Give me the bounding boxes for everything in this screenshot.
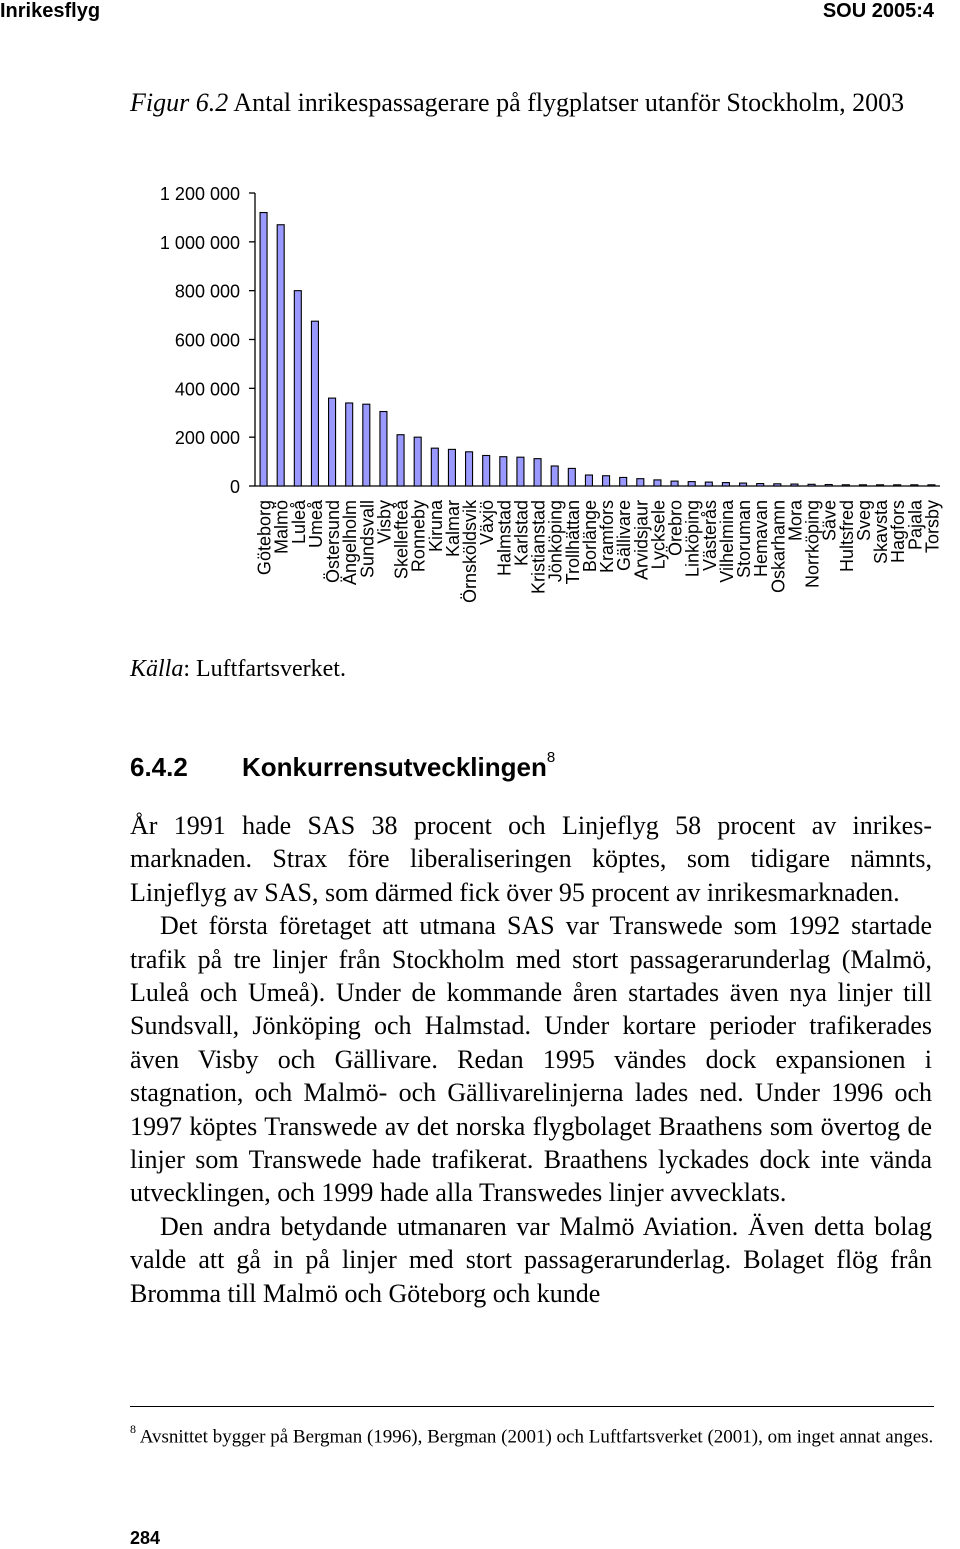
x-tick-label: Växjö bbox=[477, 500, 498, 546]
x-tick-label: Kristianstad bbox=[528, 500, 549, 595]
x-tick-label: Göteborg bbox=[254, 500, 275, 576]
bar bbox=[808, 484, 815, 486]
x-axis-labels bbox=[255, 499, 943, 603]
bar bbox=[688, 482, 695, 486]
bar bbox=[329, 398, 336, 486]
bar bbox=[363, 404, 370, 486]
bar bbox=[551, 466, 558, 486]
bar bbox=[654, 480, 661, 486]
x-tick-label: Trollhättan bbox=[562, 500, 583, 585]
paragraph: År 1991 hade SAS 38 procent och Linjeflyg 58 procent av inrikesmarknaden. Strax före liberaliseringen köptes, som tidigare nämnts, Linjeflyg av SAS, som därmed fick över 95 procent av inrikesmarknaden. bbox=[130, 811, 932, 907]
bar bbox=[774, 484, 781, 486]
paragraph: Den andra betydande utmanaren var Malmö Aviation. Även detta bolag valde att gå in på linjer med stort passagerarunderlag. Bolaget flög från Bromma till Malmö och Göteborg och kunde bbox=[130, 1211, 932, 1308]
bar bbox=[414, 437, 421, 486]
x-tick-label: Västerås bbox=[699, 500, 720, 572]
x-tick-label: Hemavan bbox=[751, 500, 772, 578]
bar bbox=[603, 476, 610, 486]
x-tick-label: Malmö bbox=[271, 500, 292, 555]
bar bbox=[397, 435, 404, 486]
bar bbox=[894, 485, 901, 486]
y-tick-label: 400 000 bbox=[174, 379, 240, 400]
bar bbox=[260, 213, 267, 486]
x-tick-label: Jönköping bbox=[545, 500, 566, 583]
x-tick-label: Pajala bbox=[905, 500, 926, 551]
bar bbox=[466, 452, 473, 486]
source-text: : Luftfartsverket. bbox=[183, 656, 346, 682]
x-tick-label: Borlänge bbox=[579, 500, 600, 573]
bar bbox=[877, 485, 884, 486]
bar bbox=[448, 449, 455, 486]
bar-chart bbox=[0, 170, 960, 640]
bar bbox=[500, 457, 507, 486]
bar bbox=[431, 448, 438, 486]
x-tick-label: Linköping bbox=[682, 500, 703, 578]
bar bbox=[568, 468, 575, 486]
source-label: Källa bbox=[130, 656, 184, 682]
running-header bbox=[0, 0, 960, 30]
x-tick-label: Sveg bbox=[853, 500, 874, 542]
x-tick-label: Visby bbox=[374, 500, 395, 544]
bar bbox=[842, 485, 849, 486]
y-tick-label: 800 000 bbox=[174, 281, 240, 302]
x-tick-label: Skellefteå bbox=[391, 500, 412, 580]
x-tick-label: Ängelholm bbox=[340, 500, 361, 586]
x-tick-label: Storuman bbox=[734, 500, 755, 579]
chart-bars bbox=[260, 213, 935, 486]
x-tick-label: Skavsta bbox=[871, 500, 892, 565]
bar bbox=[346, 403, 353, 486]
bar bbox=[380, 412, 387, 486]
x-tick-label: Gällivare bbox=[614, 500, 635, 572]
bar bbox=[311, 321, 318, 486]
x-tick-label: Säve bbox=[819, 500, 840, 542]
bar bbox=[620, 477, 627, 486]
page-number: 284 bbox=[130, 1528, 161, 1548]
bar bbox=[928, 485, 935, 486]
x-tick-label: Örebro bbox=[665, 500, 686, 557]
bar bbox=[637, 479, 644, 486]
footnote-divider bbox=[130, 1406, 934, 1407]
x-tick-label: Kramfors bbox=[597, 500, 618, 574]
bar bbox=[671, 481, 678, 486]
bar bbox=[534, 459, 541, 486]
body-text bbox=[130, 809, 932, 1310]
x-tick-label: Karlstad bbox=[511, 500, 532, 567]
bar bbox=[722, 483, 729, 486]
x-tick-label: Örnsköldsvik bbox=[460, 500, 481, 604]
y-tick-label: 1 000 000 bbox=[159, 232, 240, 253]
figure-caption bbox=[130, 84, 930, 122]
x-tick-label: Kiruna bbox=[425, 500, 446, 553]
bar bbox=[825, 485, 832, 486]
bar bbox=[859, 485, 866, 486]
y-tick-label: 200 000 bbox=[174, 428, 240, 449]
x-tick-label: Östersund bbox=[323, 500, 344, 584]
bar bbox=[483, 455, 490, 486]
bar bbox=[585, 475, 592, 486]
source-note bbox=[130, 656, 346, 683]
bar bbox=[911, 485, 918, 486]
x-tick-label: Torsby bbox=[922, 500, 943, 554]
section-heading bbox=[130, 749, 556, 783]
x-tick-label: Lycksele bbox=[648, 500, 669, 570]
x-tick-label: Luleå bbox=[288, 500, 309, 545]
x-tick-label: Hagfors bbox=[888, 500, 909, 564]
bar bbox=[705, 482, 712, 486]
bar bbox=[517, 457, 524, 486]
footnote-reference: 8 bbox=[546, 749, 556, 767]
x-tick-label: Sundsvall bbox=[357, 500, 378, 579]
x-tick-label: Arvidsjaur bbox=[631, 500, 652, 581]
section-number: 6.4.2 bbox=[130, 752, 188, 782]
bar bbox=[740, 483, 747, 486]
header-right-reference: SOU 2005:4 bbox=[822, 0, 934, 22]
paragraph: Det första företaget att utmana SAS var Transwede som 1992 startade trafik på tre linjer från Stockholm med stort passagerarunderlag (Malmö, Luleå och Umeå). Under de kommande åren startades även nya linjer till Sundsvall, Jönköping och Halmstad. Under kortare perioder trafikerades även Visby och Gällivare. Redan 1995 vändes dock expansionen i stagnation, och Malmö- och Gällivarelinjerna lades ned. Under 1996 och 1997 köptes Transwede av det norska flygbolaget Braathens som övertog de linjer som Transwede hade trafikerat. Braathens lyckades dock inte vända utvecklingen, och 1999 hade alla Transwedes linjer avvecklats. bbox=[130, 911, 932, 1208]
figure-title: Antal inrikespassagerare på flygplatser utanför Stockholm, 2003 bbox=[233, 88, 905, 117]
y-tick-label: 0 bbox=[229, 477, 240, 497]
footnote bbox=[130, 1419, 934, 1449]
bar bbox=[277, 225, 284, 486]
x-tick-label: Halmstad bbox=[494, 500, 515, 577]
x-tick-label: Mora bbox=[785, 500, 806, 542]
bar bbox=[294, 291, 301, 486]
x-tick-label: Kalmar bbox=[442, 500, 463, 558]
y-tick-label: 1 200 000 bbox=[159, 184, 240, 204]
x-tick-label: Norrköping bbox=[802, 500, 823, 589]
x-tick-label: Ronneby bbox=[408, 500, 429, 573]
figure-label: Figur 6.2 bbox=[130, 88, 229, 117]
bar bbox=[791, 484, 798, 486]
footnote-number: 8 bbox=[130, 1422, 136, 1436]
footnote-text: Avsnittet bygger på Bergman (1996), Bergman (2001) och Luftfartsverket (2001), om inget annat anges. bbox=[139, 1426, 934, 1448]
x-tick-label: Vilhelmina bbox=[716, 500, 737, 583]
header-left-title: Inrikesflyg bbox=[0, 0, 101, 22]
x-tick-label: Oskarhamn bbox=[768, 500, 789, 594]
x-tick-label: Hultsfred bbox=[836, 500, 857, 573]
bar bbox=[757, 484, 764, 486]
section-title: Konkurrensutvecklingen bbox=[242, 752, 547, 782]
x-tick-label: Umeå bbox=[305, 500, 326, 549]
y-tick-label: 600 000 bbox=[174, 330, 240, 351]
